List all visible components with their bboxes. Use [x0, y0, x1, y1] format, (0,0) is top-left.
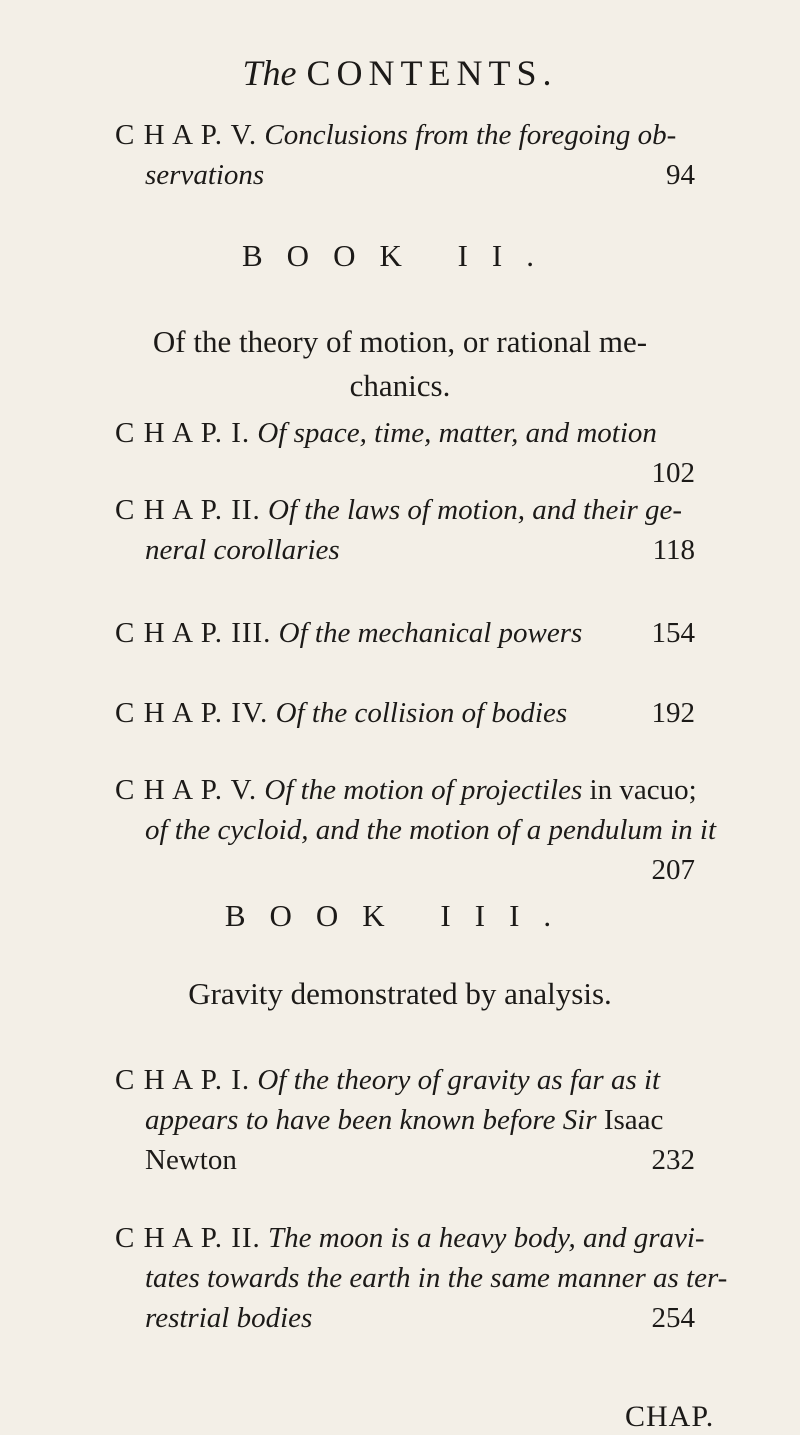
toc-entry-book2-chap1 [115, 413, 695, 493]
page-number: 192 [651, 697, 695, 729]
page-number: 154 [651, 617, 695, 649]
chap-title-cont: servations [145, 159, 265, 191]
chap-title-cont: appears to have been known before Sir [145, 1104, 597, 1136]
book-title-line1: Of the theory of motion, or rational me- [152, 324, 648, 359]
toc-entry-book2-chap4 [115, 693, 695, 733]
book-heading-2: BOOK II. [242, 238, 558, 273]
chap-title-cont: tates towards the earth in the same manner as ter- [145, 1262, 728, 1294]
page-number: 207 [651, 854, 695, 886]
running-head-contents: CONTENTS. [306, 53, 558, 93]
page-number: 118 [652, 534, 695, 566]
running-head-the: The [242, 53, 297, 93]
book-heading-3: BOOK III. [224, 898, 576, 933]
chap-number: C H A P. I. [115, 417, 251, 449]
chap-title-cont: of the cycloid, and the motion of a pendulum in it [145, 814, 717, 846]
book-title-2 [0, 320, 800, 408]
chap-title-cont-2: restrial bodies [145, 1302, 313, 1334]
page-number: 254 [651, 1302, 695, 1334]
chap-number: C H A P. IV. [115, 697, 269, 729]
chap-number: C H A P. V. [115, 774, 258, 806]
chap-title-roman-2: Newton [145, 1144, 237, 1176]
toc-entry-book2-chap2 [115, 490, 695, 570]
toc-entry-book2-chap5 [115, 770, 717, 890]
chap-title: Conclusions from the foregoing ob- [264, 119, 677, 151]
toc-entry-book1-chap5 [115, 115, 695, 195]
toc-entry-book3-chap2 [115, 1218, 728, 1338]
catchword: CHAP. [625, 1400, 715, 1433]
chap-title: Of the collision of bodies [275, 697, 568, 729]
chap-title: Of the theory of gravity as far as it [257, 1064, 661, 1096]
toc-entry-book3-chap1 [115, 1060, 695, 1180]
chap-title-roman: Isaac [603, 1104, 664, 1136]
chap-number: C H A P. V. [115, 119, 258, 151]
chap-title-cont: neral corollaries [145, 534, 340, 566]
chap-number: C H A P. II. [115, 494, 261, 526]
page-number: 102 [651, 457, 695, 489]
chap-title: Of the mechanical powers [278, 617, 583, 649]
chap-title: The moon is a heavy body, and gravi- [268, 1222, 705, 1254]
running-head [0, 52, 800, 94]
toc-entry-book2-chap3 [115, 613, 695, 653]
chap-number: C H A P. II. [115, 1222, 261, 1254]
chap-number: C H A P. III. [115, 617, 272, 649]
chap-title: Of the motion of projectiles [264, 774, 583, 806]
page-number: 94 [666, 159, 695, 191]
book-title-line2: chanics. [349, 368, 451, 403]
page-number: 232 [651, 1144, 695, 1176]
chap-title: Of space, time, matter, and motion [257, 417, 657, 449]
book-title-3: Gravity demonstrated by analysis. [188, 976, 612, 1011]
chap-number: C H A P. I. [115, 1064, 251, 1096]
chap-title-roman: in vacuo; [589, 774, 697, 806]
chap-title: Of the laws of motion, and their ge- [268, 494, 683, 526]
